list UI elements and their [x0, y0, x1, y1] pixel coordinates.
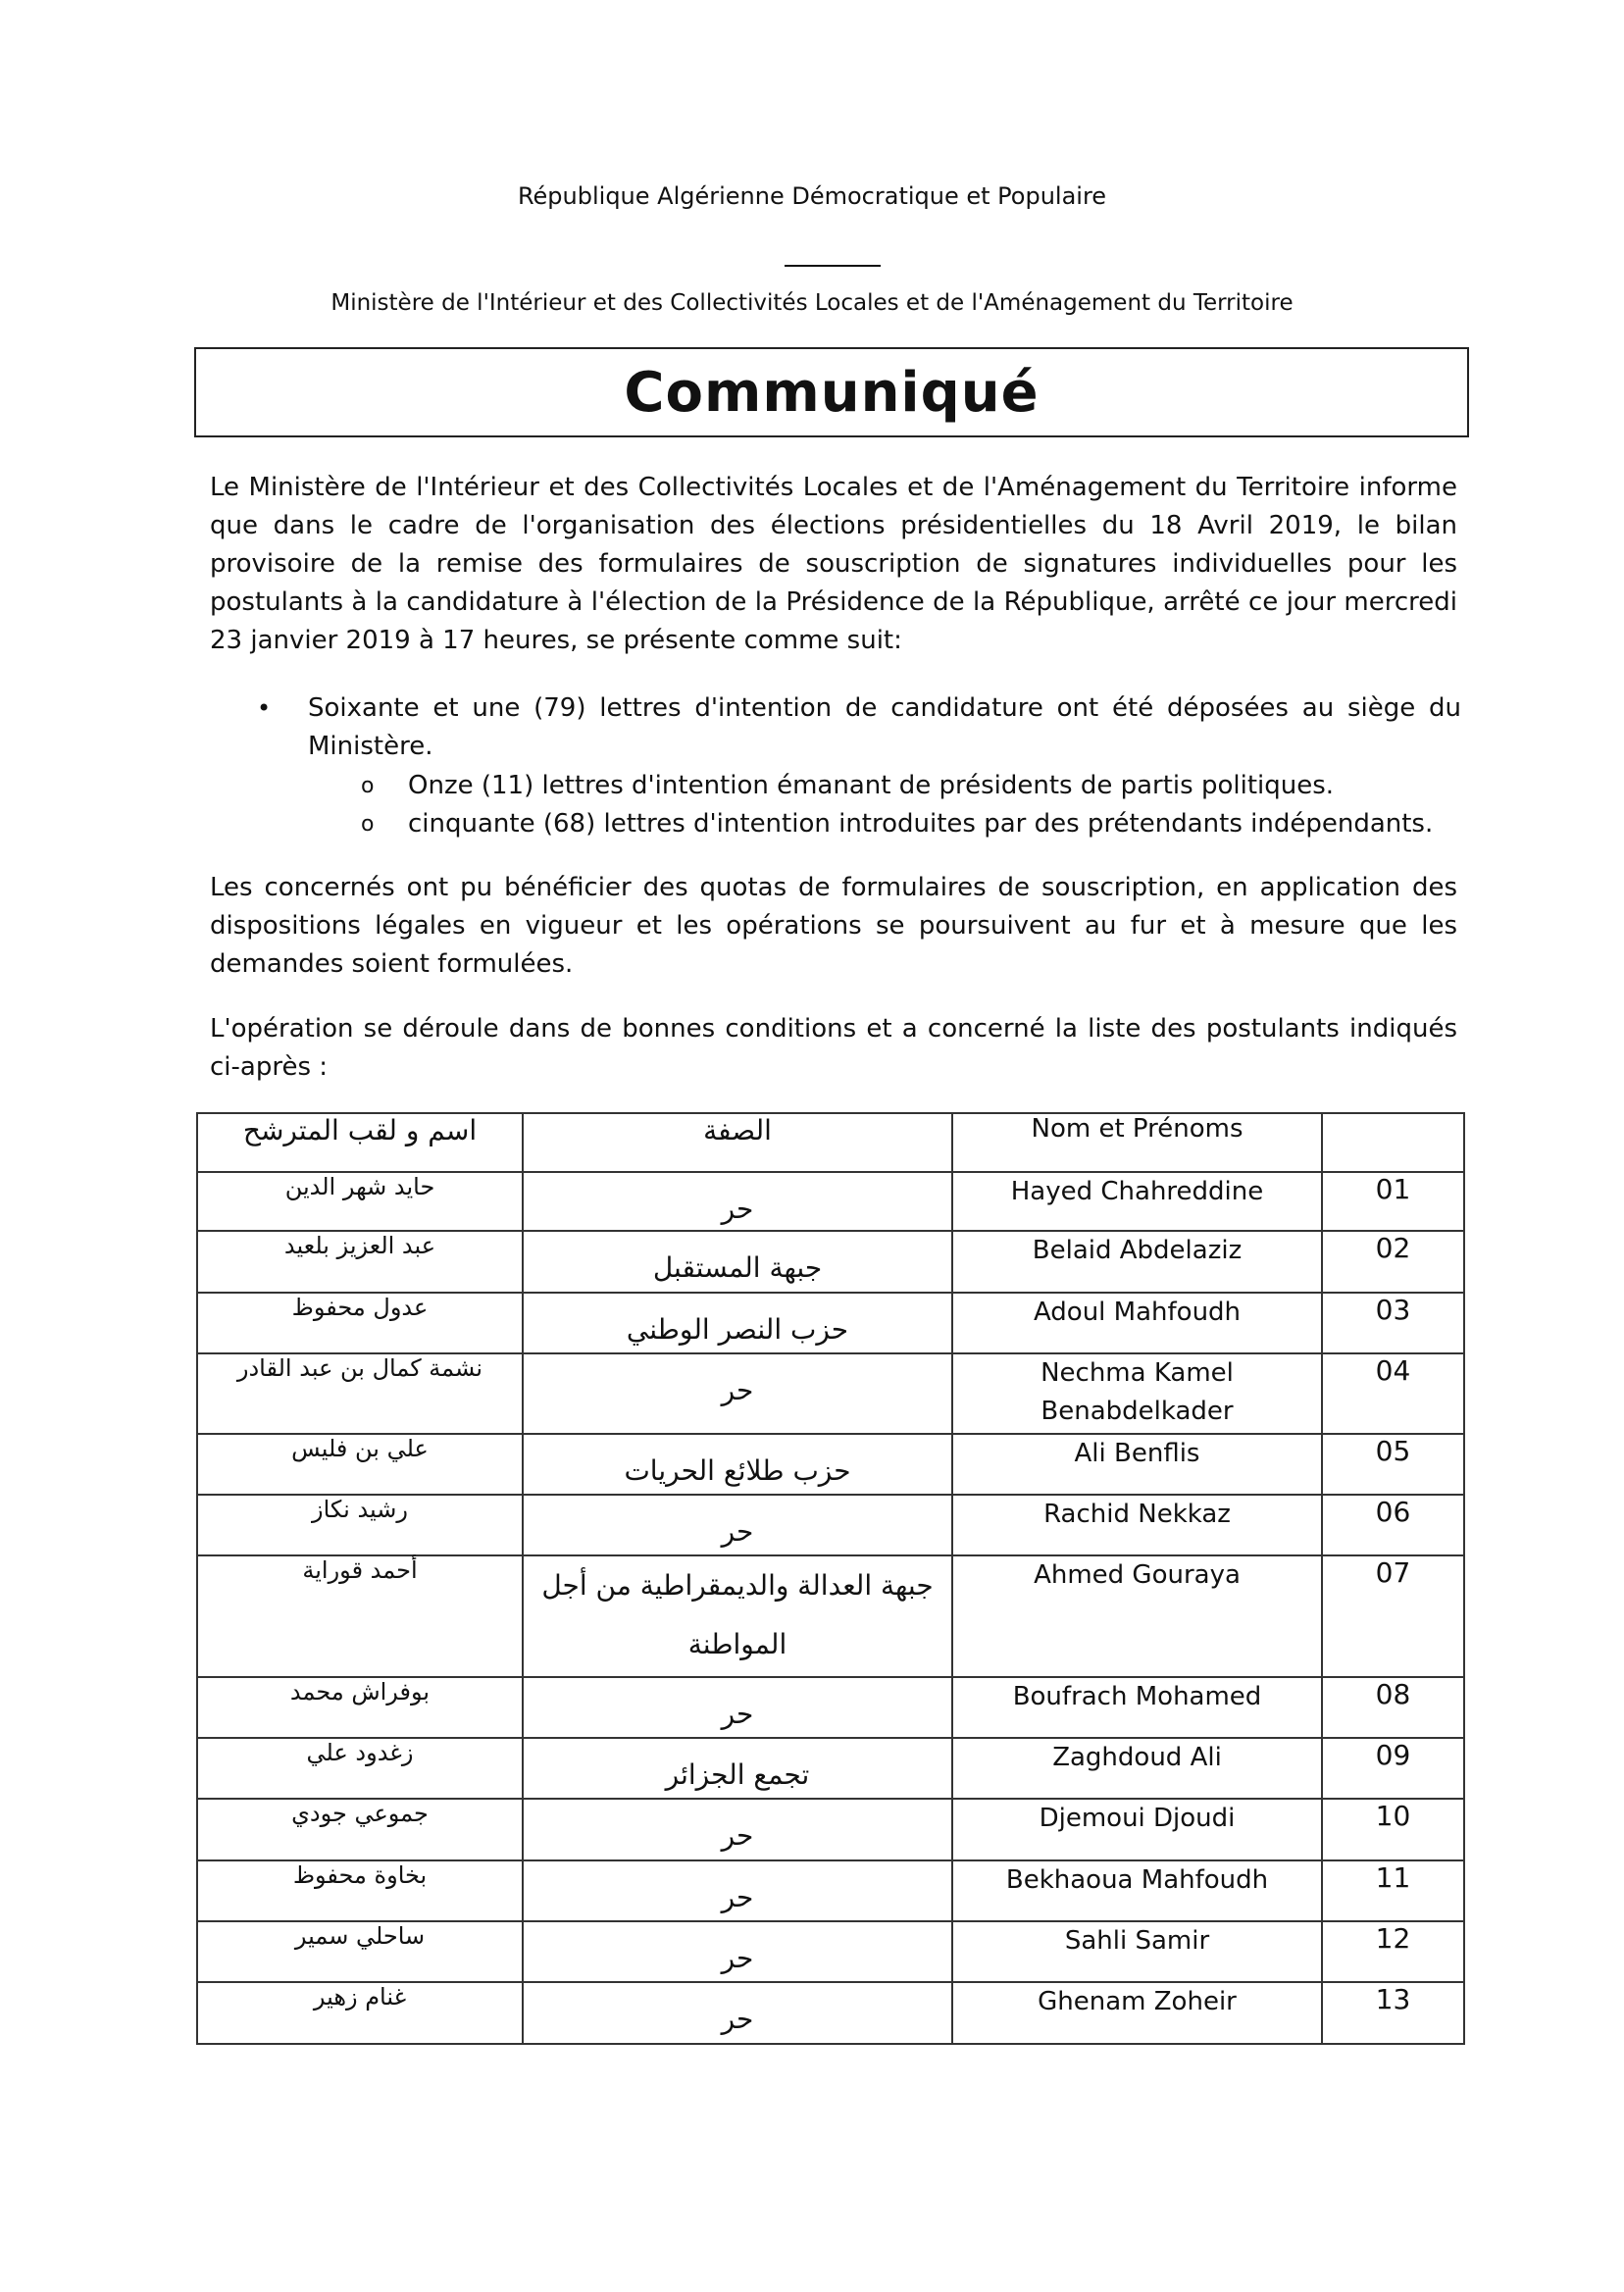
cell-arabic-name: حايد شهر الدين	[197, 1172, 523, 1231]
cell-name: Sahli Samir	[952, 1921, 1322, 1982]
cell-number: 08	[1322, 1677, 1464, 1738]
table-row	[197, 1677, 1464, 1738]
cell-quality: حزب النصر الوطني	[523, 1293, 952, 1353]
candidates-table	[196, 1112, 1465, 2045]
cell-quality: حر	[523, 1172, 952, 1231]
cell-name: Boufrach Mohamed	[952, 1677, 1322, 1738]
table-row	[197, 1231, 1464, 1293]
cell-number: 11	[1322, 1860, 1464, 1921]
operation-paragraph: L'opération se déroule dans de bonnes conditions et a concerné la liste des postulants indiqués ci-après :	[210, 1014, 1457, 1082]
cell-quality: حر	[523, 1799, 952, 1860]
table-row	[197, 1353, 1464, 1434]
table-row	[197, 1495, 1464, 1555]
cell-number: 05	[1322, 1434, 1464, 1495]
cell-arabic-name: علي بن فليس	[197, 1434, 523, 1495]
document-title: Communiqué	[624, 360, 1040, 425]
cell-name: Zaghdoud Ali	[952, 1738, 1322, 1799]
cell-arabic-name: بخاوة محفوظ	[197, 1860, 523, 1921]
table-row	[197, 1982, 1464, 2044]
cell-number: 07	[1322, 1555, 1464, 1677]
quota-paragraph: Les concernés ont pu bénéficier des quotas de formulaires de souscription, en application des dispositions légales en vigueur et les opérations se poursuivent au fur et à mesure que les demandes soient formulées.	[210, 873, 1457, 979]
cell-arabic-name: عدول محفوظ	[197, 1293, 523, 1353]
bullet-marker: •	[257, 694, 272, 722]
cell-quality: حر	[523, 1495, 952, 1555]
cell-number: 10	[1322, 1799, 1464, 1860]
table-row	[197, 1172, 1464, 1231]
cell-number: 02	[1322, 1231, 1464, 1293]
cell-name: Hayed Chahreddine	[952, 1172, 1322, 1231]
sub-item-text: cinquante (68) lettres d'intention introduites par des prétendants indépendants.	[408, 809, 1434, 839]
table-row	[197, 1434, 1464, 1495]
sub-item-marker: o	[361, 774, 375, 798]
header-arabic-name: اسم و لقب المترشح	[197, 1113, 523, 1172]
cell-name: Bekhaoua Mahfoudh	[952, 1860, 1322, 1921]
cell-name: Rachid Nekkaz	[952, 1495, 1322, 1555]
cell-name: Djemoui Djoudi	[952, 1799, 1322, 1860]
cell-arabic-name: عبد العزيز بلعيد	[197, 1231, 523, 1293]
cell-arabic-name: بوفراش محمد	[197, 1677, 523, 1738]
cell-number: 13	[1322, 1982, 1464, 2044]
table-row	[197, 1860, 1464, 1921]
cell-quality: حزب طلائع الحريات	[523, 1434, 952, 1495]
cell-arabic-name: رشيد نكاز	[197, 1495, 523, 1555]
cell-quality: جبهة المستقبل	[523, 1231, 952, 1293]
cell-arabic-name: زغدود علي	[197, 1738, 523, 1799]
table-header-row	[197, 1113, 1464, 1172]
table-row	[197, 1555, 1464, 1677]
sub-item-text: Onze (11) lettres d'intention émanant de présidents de partis politiques.	[408, 771, 1335, 800]
cell-name: Ghenam Zoheir	[952, 1982, 1322, 2044]
cell-quality: حر	[523, 1353, 952, 1434]
table-row	[197, 1293, 1464, 1353]
sub-item-marker: o	[361, 812, 375, 837]
cell-name: Belaid Abdelaziz	[952, 1231, 1322, 1293]
header-number	[1322, 1113, 1464, 1172]
cell-arabic-name: ساحلي سمير	[197, 1921, 523, 1982]
cell-arabic-name: جموعي جودي	[197, 1799, 523, 1860]
cell-arabic-name: أحمد قوراية	[197, 1555, 523, 1677]
cell-arabic-name: نشمة كمال بن عبد القادر	[197, 1353, 523, 1434]
ministry-heading: Ministère de l'Intérieur et des Collectivités Locales et de l'Aménagement du Territoire	[330, 290, 1294, 316]
title-box	[194, 347, 1469, 437]
cell-quality: حر	[523, 1677, 952, 1738]
cell-arabic-name: غنام زهير	[197, 1982, 523, 2044]
bullet-text: Soixante et une (79) lettres d'intention de candidature ont été déposées au siège du Ministère.	[308, 693, 1461, 761]
cell-name: Nechma Kamel Benabdelkader	[952, 1353, 1322, 1434]
header-divider	[785, 265, 881, 267]
cell-quality: حر	[523, 1921, 952, 1982]
table-row	[197, 1799, 1464, 1860]
cell-name: Adoul Mahfoudh	[952, 1293, 1322, 1353]
header-name: Nom et Prénoms	[952, 1113, 1322, 1172]
cell-quality: جبهة العدالة والديمقراطية من أجل المواطنة	[523, 1555, 952, 1677]
cell-number: 12	[1322, 1921, 1464, 1982]
cell-number: 09	[1322, 1738, 1464, 1799]
intro-paragraph: Le Ministère de l'Intérieur et des Collectivités Locales et de l'Aménagement du Territoire informe que dans le cadre de l'organisation des élections présidentielles du 18 Avril 2019, le bilan provisoire de la remise des formulaires de souscription de signatures individuelles pour les postulants à la candidature à l'élection de la Présidence de la République, arrêté ce jour mercredi 23 janvier 2019 à 17 heures, se présente comme suit:	[210, 473, 1457, 655]
header-quality: الصفة	[523, 1113, 952, 1172]
table-row	[197, 1921, 1464, 1982]
cell-number: 06	[1322, 1495, 1464, 1555]
cell-quality: تجمع الجزائر	[523, 1738, 952, 1799]
cell-quality: حر	[523, 1982, 952, 2044]
cell-number: 04	[1322, 1353, 1464, 1434]
cell-name: Ali Benflis	[952, 1434, 1322, 1495]
cell-name: Ahmed Gouraya	[952, 1555, 1322, 1677]
cell-quality: حر	[523, 1860, 952, 1921]
cell-number: 01	[1322, 1172, 1464, 1231]
republic-heading: République Algérienne Démocratique et Populaire	[517, 182, 1107, 210]
table-row	[197, 1738, 1464, 1799]
cell-number: 03	[1322, 1293, 1464, 1353]
